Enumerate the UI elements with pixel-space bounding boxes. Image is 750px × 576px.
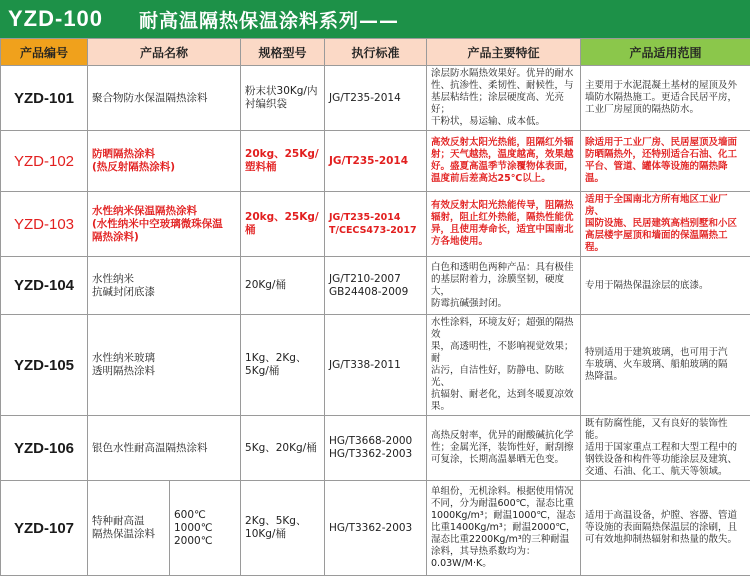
product-name: 水性纳米玻璃 透明隔热涂料 (88, 315, 241, 416)
series-title: 耐高温隔热保温涂料系列—— (139, 6, 399, 33)
header-code: 产品编号 (1, 39, 88, 66)
header-features: 产品主要特征 (427, 39, 581, 66)
product-applications: 主要用于水泥混凝土基材的屋顶及外 墙防水隔热施工。更适合民居平房， 工业厂房屋顶的隔热防水。 (581, 66, 750, 131)
product-name: 银色水性耐高温隔热涂料 (88, 416, 241, 481)
product-spec: 1Kg、2Kg、5Kg/桶 (241, 315, 325, 416)
product-table (0, 38, 750, 576)
table-row (1, 192, 750, 257)
product-features: 高效反射太阳光热能，阻隔红外辐 射；天气越热，温度越高，效果越 好。盛夏高温季节涂覆物体表面， 温度前后差高达25℃以上。 (427, 131, 581, 192)
product-applications: 除适用于工业厂房、民居屋顶及墙面 防晒隔热外，还特别适合石油、化工 平台、管道、罐体等设施的隔热降温。 (581, 131, 750, 192)
product-code: YZD-107 (1, 481, 88, 576)
product-features: 有效反射太阳光热能传导，阻隔热 辐射，阻止红外热能，隔热性能优 异，且使用寿命长，适宜中国南北 方各地使用。 (427, 192, 581, 257)
header-applications: 产品适用范围 (581, 39, 750, 66)
product-spec: 20kg、25Kg/塑料桶 (241, 131, 325, 192)
header-name: 产品名称 (88, 39, 241, 66)
product-standard: JG/T338-2011 (325, 315, 427, 416)
table-row (1, 416, 750, 481)
header-spec: 规格型号 (241, 39, 325, 66)
product-applications: 适用于全国南北方所有地区工业厂房、 国防设施、民居建筑高档别墅和小区 高层楼宇屋顶和墙面的保温隔热工程。 (581, 192, 750, 257)
product-features: 单组份，无机涂料。根据使用情况 不同，分为耐温600℃，湿态比重 1000Kg/m³；耐温1000℃，湿态 比重1400Kg/m³；耐温2000℃， 湿态比重2200Kg/m³的三种耐温 涂料，其导热系数均为： 0.03W/M·K。 (427, 481, 581, 576)
product-applications: 特别适用于建筑玻璃，也可用于汽 车玻璃、火车玻璃、船舶玻璃的隔 热降温。 (581, 315, 750, 416)
product-spec: 20Kg/桶 (241, 257, 325, 315)
table-row (1, 131, 750, 192)
product-code: YZD-102 (1, 131, 88, 192)
table-row (1, 257, 750, 315)
temperature-grades: 600℃ 1000℃ 2000℃ (170, 481, 241, 576)
table-row (1, 481, 750, 576)
product-spec: 5Kg、20Kg/桶 (241, 416, 325, 481)
series-code: YZD-100 (8, 6, 103, 32)
product-name: 防晒隔热涂料 (热反射隔热涂料) (88, 131, 241, 192)
product-name: 水性纳米保温隔热涂料 (水性纳米中空玻璃微珠保温 隔热涂料) (88, 192, 241, 257)
product-standard: JG/T235-2014 (325, 131, 427, 192)
product-standard: HG/T3362-2003 (325, 481, 427, 576)
header-row (1, 39, 750, 66)
product-code: YZD-106 (1, 416, 88, 481)
product-features: 涂层防水隔热效果好。优异的耐水 性、抗渗性、柔韧性、耐候性，与 基层粘结性；涂层硬度高、光亮好； 干粉状，易运输、成本低。 (427, 66, 581, 131)
product-features: 高热反射率，优异的耐酸碱抗化学 性；金属光泽，装饰性好，耐刮擦 可复涂，长期高温暴晒无色变。 (427, 416, 581, 481)
product-applications: 既有防腐性能，又有良好的装饰性能。 适用于国家重点工程和大型工程中的 钢铁设备和构件等功能涂层及建筑、 交通、石油、化工、航天等领域。 (581, 416, 750, 481)
product-standard: JG/T210-2007 GB24408-2009 (325, 257, 427, 315)
product-applications: 专用于隔热保温涂层的底漆。 (581, 257, 750, 315)
table-row (1, 315, 750, 416)
title-banner (0, 0, 750, 38)
product-standard: JG/T235-2014 (325, 66, 427, 131)
product-spec: 2Kg、5Kg、10Kg/桶 (241, 481, 325, 576)
product-spec: 粉末状30Kg/内衬编织袋 (241, 66, 325, 131)
product-code: YZD-105 (1, 315, 88, 416)
product-name: 特种耐高温 隔热保温涂料 (88, 481, 170, 576)
product-spec: 20kg、25Kg/桶 (241, 192, 325, 257)
product-features: 白色和透明色两种产品：具有极佳 的基层附着力，涂膜坚韧，硬度大， 防霉抗碱强封闭。 (427, 257, 581, 315)
product-code: YZD-104 (1, 257, 88, 315)
product-features: 水性涂料，环境友好；超强的隔热效 果，高透明性，不影响视觉效果；耐 沾污，自洁性好，防静电、防眩光、 抗辐射、耐老化，达到冬暖夏凉效果。 (427, 315, 581, 416)
product-standard: JG/T235-2014 T/CECS473-2017 (325, 192, 427, 257)
product-name: 水性纳米 抗碱封闭底漆 (88, 257, 241, 315)
header-standard: 执行标准 (325, 39, 427, 66)
product-code: YZD-101 (1, 66, 88, 131)
table-row (1, 66, 750, 131)
product-standard: HG/T3668-2000 HG/T3362-2003 (325, 416, 427, 481)
product-code: YZD-103 (1, 192, 88, 257)
product-applications: 适用于高温设备，炉膛、容器、管道 等设施的表面隔热保温层的涂刷，且 可有效地抑制热辐射和热量的散失。 (581, 481, 750, 576)
product-name: 聚合物防水保温隔热涂料 (88, 66, 241, 131)
